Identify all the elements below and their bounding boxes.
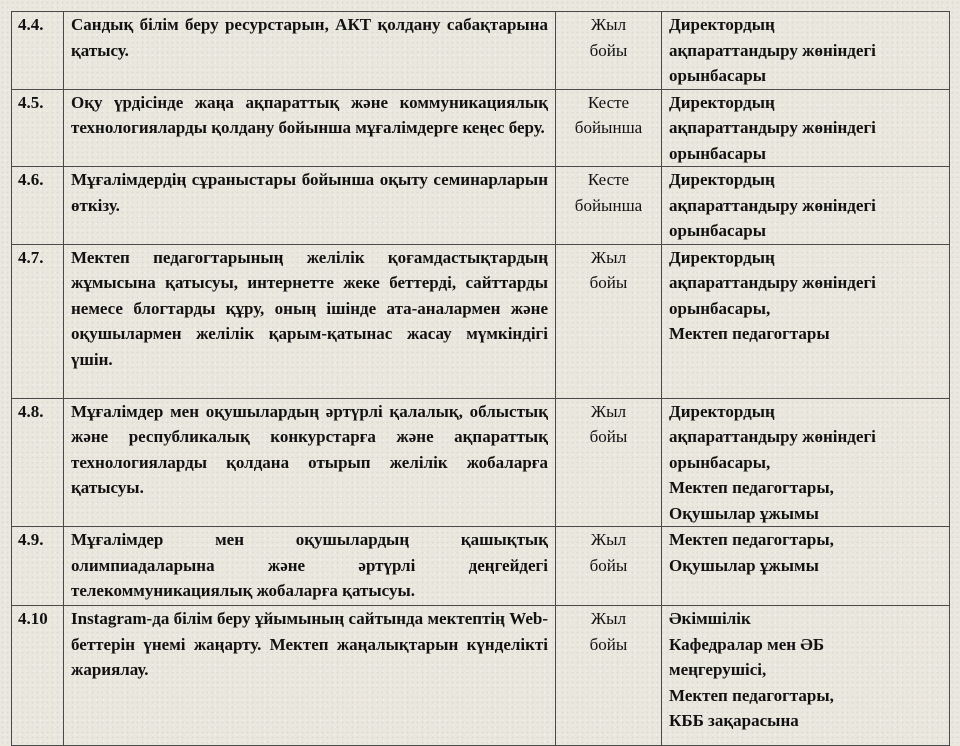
row-number: 4.4. [12,12,64,90]
responsible-line: орынбасары, [669,298,771,318]
deadline [556,89,662,167]
deadline-line: бойы [589,555,628,575]
responsible-line: ақпараттандыру жөніндегі [669,195,876,215]
deadline-line: Жыл [590,247,627,267]
responsible-line: Директордың [669,247,775,267]
task-description: Мектеп педагогтарының желілік қоғамдастықтардың жұмысына қатысуы, интернетте жеке беттерді, сайттарды немесе блогтарды құру, оның ішінде ата-аналармен және оқушылармен желілік қарым-қатынас жасау мүмкіндігі үшін. [64,244,556,398]
responsible-line: ақпараттандыру жөніндегі [669,40,876,60]
task-description: Мұғалімдер мен оқушылардың әртүрлі қалалық, облыстық және республикалық конкурстарға және ақпараттық технологияларды қолдана отырып желілік жобаларға қатысуы. [64,398,556,527]
responsible [662,89,950,167]
deadline-line: Жыл [590,609,627,628]
deadline [556,398,662,527]
row-number: 4.9. [12,527,64,606]
responsible [662,244,950,398]
table-row [12,244,950,398]
responsible-line: меңгерушісі, [669,660,767,679]
responsible-line: ақпараттандыру жөніндегі [669,273,876,292]
table-row [12,527,950,606]
deadline-line: Кесте [587,170,630,189]
responsible [662,12,950,90]
responsible-line: Директордың [669,170,775,189]
responsible-line: ақпараттандыру жөніндегі [669,427,876,446]
deadline-line: бойы [589,634,628,654]
deadline-line: бойы [589,273,628,292]
responsible [662,606,950,746]
task-description: Instagram-да білім беру ұйымының сайтында мектептің Web-беттерін үнемі жаңарту. Мектеп жаңалықтарын күнделікті жариялау. [64,606,556,746]
responsible-line: Мектеп педагогтары, [669,478,834,497]
deadline [556,606,662,746]
task-description: Мұғалімдер мен оқушылардың қашықтық олимпиадаларына және әртүрлі деңгейдегі телекоммуникациялық жобаларға қатысуы. [64,527,556,606]
responsible [662,398,950,527]
table-row [12,606,950,746]
responsible [662,167,950,245]
deadline [556,244,662,398]
deadline-line: бойы [589,40,628,60]
task-description: Сандық білім беру ресурстарын, АКТ қолдану сабақтарына қатысу. [64,12,556,90]
deadline-line: Жыл [590,401,627,421]
table-row [12,12,950,90]
responsible-line: Мектеп педагогтары, [669,685,834,705]
responsible-line: орынбасары [669,143,767,163]
responsible-line: Директордың [669,401,775,421]
deadline-line: Жыл [590,15,627,34]
deadline [556,527,662,606]
row-number: 4.7. [12,244,64,398]
responsible-line: Мектеп педагогтары, [669,530,834,549]
responsible-line: орынбасары [669,221,767,240]
deadline [556,12,662,90]
row-number: 4.5. [12,89,64,167]
deadline-line: Кесте [587,92,630,112]
responsible-line: Әкімшілік [669,609,751,628]
table-row [12,167,950,245]
responsible-line: Мектеп педагогтары [669,324,830,343]
row-number: 4.10 [12,606,64,746]
row-number: 4.8. [12,398,64,527]
task-description: Оқу үрдісінде жаңа ақпараттық және коммуникациялық технологияларды қолдану бойынша мұғалімдерге кеңес беру. [64,89,556,167]
responsible-line: Оқушылар ұжымы [669,503,819,523]
deadline [556,167,662,245]
responsible-line: Директордың [669,15,775,34]
deadline-line: бойы [589,427,628,446]
responsible-line: орынбасары, [669,452,771,472]
plan-table [11,11,950,746]
deadline-line: бойынша [574,118,643,137]
responsible-line: Оқушылар ұжымы [669,555,819,575]
row-number: 4.6. [12,167,64,245]
responsible [662,527,950,606]
deadline-line: Жыл [590,530,627,549]
responsible-line: Директордың [669,92,775,112]
table-row [12,89,950,167]
responsible-line: ақпараттандыру жөніндегі [669,118,876,137]
task-description: Мұғалімдердің сұраныстары бойынша оқыту семинарларын өткізу. [64,167,556,245]
table-row [12,398,950,527]
deadline-line: бойынша [574,195,643,215]
responsible-line: орынбасары [669,66,767,85]
responsible-line: Кафедралар мен ӘБ [669,634,825,654]
responsible-line: КББ зақарасына [669,711,799,730]
